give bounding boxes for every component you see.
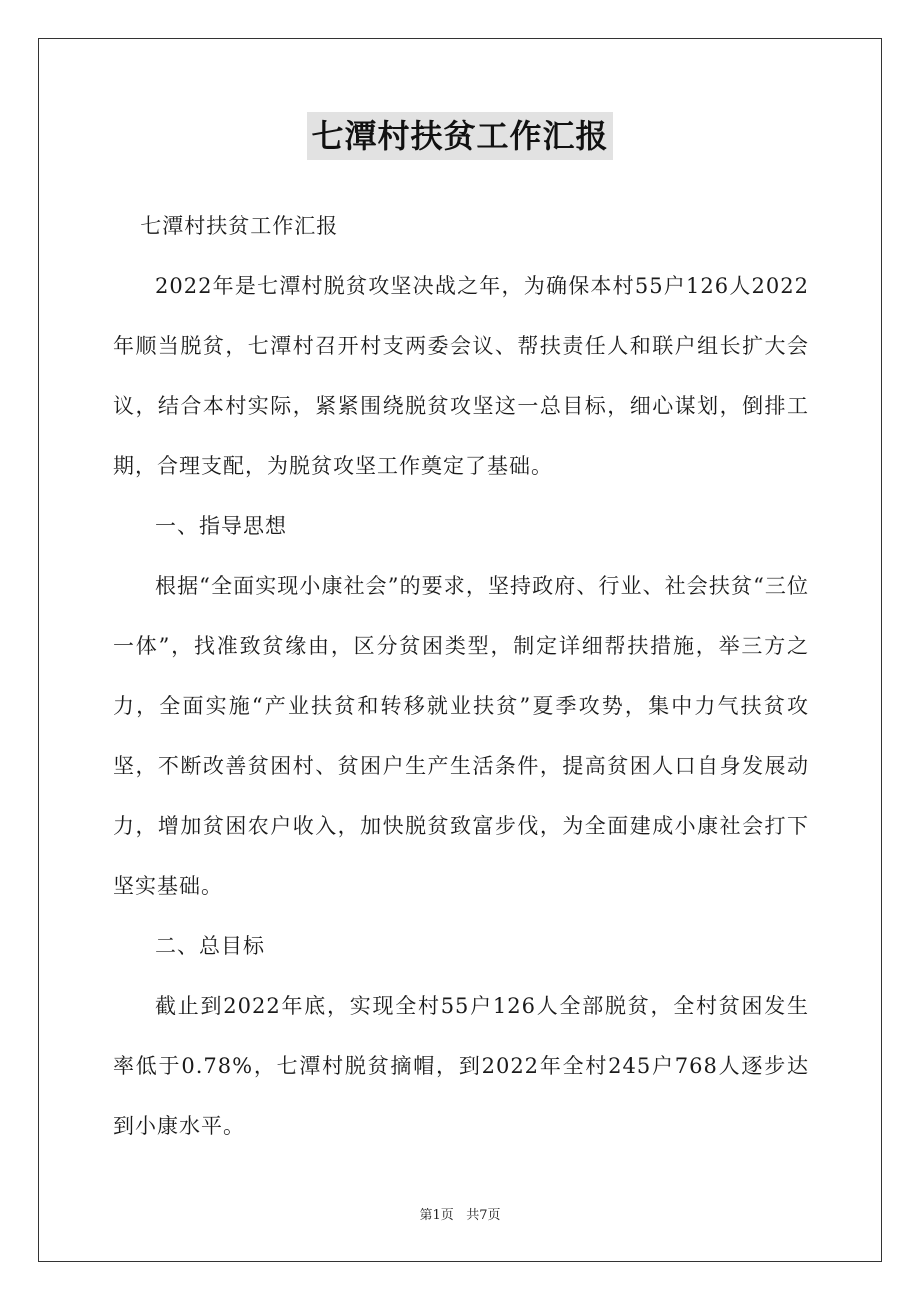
section-heading-guiding-ideology: 一、指导思想 xyxy=(155,514,287,538)
section-heading-overall-goal: 二、总目标 xyxy=(155,934,265,958)
page-number: 第1页 xyxy=(419,1208,454,1223)
paragraph-intro: 2022年是七潭村脱贫攻坚决战之年，为确保本村55户126人2022年顺当脱贫，七潭村召开村支两委会议、帮扶责任人和联户组长扩大会议，结合本村实际，紧紧围绕脱贫攻坚这一总目标，细心谋划，倒排工期，合理支配，为脱贫攻坚工作奠定了基础。 xyxy=(113,274,809,478)
document-title-text: 七潭村扶贫工作汇报 xyxy=(307,112,612,160)
page-footer xyxy=(0,1206,920,1226)
page-total: 共7页 xyxy=(466,1208,501,1223)
paragraph-guiding-ideology: 根据“全面实现小康社会”的要求，坚持政府、行业、社会扶贫“三位一体”，找准致贫缘由，区分贫困类型，制定详细帮扶措施，举三方之力，全面实施“产业扶贫和转移就业扶贫”夏季攻势，集中力气扶贫攻坚，不断改善贫困村、贫困户生产生活条件，提高贫困人口自身发展动力，增加贫困农户收入，加快脱贫致富步伐，为全面建成小康社会打下坚实基础。 xyxy=(113,574,809,898)
document-title xyxy=(0,112,920,160)
paragraph-overall-goal: 截止到2022年底，实现全村55户126人全部脱贫，全村贫困发生率低于0.78%，七潭村脱贫摘帽，到2022年全村245户768人逐步达到小康水平。 xyxy=(113,994,809,1138)
document-subtitle: 七潭村扶贫工作汇报 xyxy=(140,214,339,238)
document-body xyxy=(113,196,809,1156)
